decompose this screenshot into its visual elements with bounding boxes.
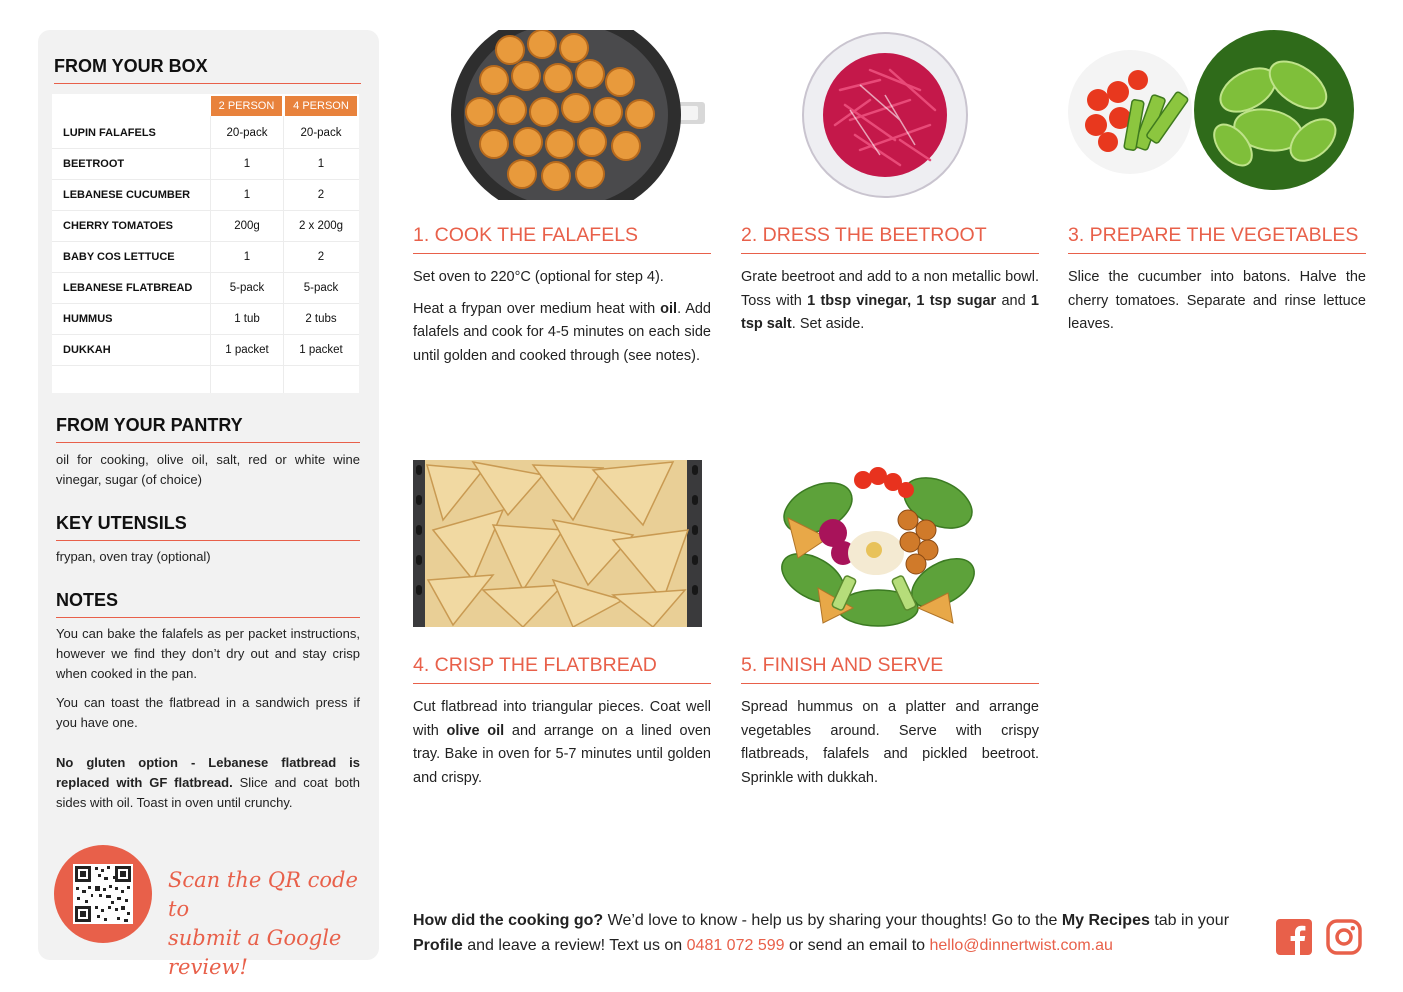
email-link[interactable]: hello@dinnertwist.com.au xyxy=(929,937,1113,954)
col-4-person: 4 PERSON xyxy=(285,96,357,116)
falafel-frypan-photo xyxy=(450,30,705,200)
qr-line-2: submit a Google review! xyxy=(168,926,342,979)
table-row xyxy=(52,180,359,211)
profile-label: Profile xyxy=(413,937,463,954)
pantry-text: oil for cooking, olive oil, salt, red or white wine vinegar, sugar (of choice) xyxy=(56,452,360,487)
instagram-icon[interactable] xyxy=(1326,919,1362,955)
step-2-title: 2. DRESS THE BEETROOT xyxy=(741,224,1039,254)
step-4-body: Cut flatbread into triangular pieces. Coat well with olive oil and arrange on a lined oven tray. Bake in oven for 5-7 minutes until golden and crispy. xyxy=(413,699,711,786)
qty-4-person: 2 xyxy=(317,251,325,263)
step-1-p2: Heat a frypan over medium heat with oil. Add falafels and cook for 4-5 minutes on each side until golden and cooked through (see notes). xyxy=(413,300,711,364)
qty-2-person: 200g xyxy=(234,220,260,232)
finished-platter-photo xyxy=(778,458,980,630)
qty-4-person: 1 xyxy=(317,158,325,170)
ingredient-name: LUPIN FALAFELS xyxy=(63,127,156,139)
notes-p3 xyxy=(56,753,360,813)
qty-4-person: 5-pack xyxy=(303,282,339,294)
step-5-title: 5. FINISH AND SERVE xyxy=(741,654,1039,684)
beetroot-bowl-photo xyxy=(800,30,970,200)
qr-review-text xyxy=(168,866,368,982)
step-1-title: 1. COOK THE FALAFELS xyxy=(413,224,711,254)
qty-4-person: 2 tubs xyxy=(305,313,337,325)
qr-code-icon[interactable] xyxy=(73,864,133,924)
qty-4-person: 2 x 200g xyxy=(298,220,344,232)
vegetables-photo xyxy=(1068,30,1358,195)
ingredient-name: HUMMUS xyxy=(63,313,113,325)
qty-2-person: 1 packet xyxy=(225,344,269,356)
review-footer: How did the cooking go? We’d love to know - help us by sharing your thoughts! Go to the My Recipes tab in your Profile and leave a review! Text us on 0481 072 599 or send an email to hello@dinnertwist.com.au xyxy=(413,912,1230,954)
ingredient-name: BABY COS LETTUCE xyxy=(63,251,175,263)
utensils-text: frypan, oven tray (optional) xyxy=(56,549,211,564)
ingredient-name: BEETROOT xyxy=(63,158,125,170)
table-row xyxy=(52,242,359,273)
table-row xyxy=(52,149,359,180)
step-5-body: Spread hummus on a platter and arrange vegetables around. Serve with crispy flatbreads, falafels and pickled beetroot. Sprinkle with dukkah. xyxy=(741,699,1039,786)
qty-2-person: 1 xyxy=(243,251,251,263)
notes-p2: You can toast the flatbread in a sandwich press if you have one. xyxy=(56,695,360,730)
table-row xyxy=(52,273,359,304)
qty-2-person: 5-pack xyxy=(229,282,265,294)
step-3-title: 3. PREPARE THE VEGETABLES xyxy=(1068,224,1366,254)
col-2-person: 2 PERSON xyxy=(211,96,282,116)
ingredient-name: DUKKAH xyxy=(63,344,111,356)
step-2-body: Grate beetroot and add to a non metallic bowl. Toss with 1 tbsp vinegar, 1 tsp sugar and 1 tsp salt. Set aside. xyxy=(741,269,1039,332)
step-4-title: 4. CRISP THE FLATBREAD xyxy=(413,654,711,684)
gluten-option-bold: No gluten option - Lebanese flatbread is replaced with GF flatbread. xyxy=(56,755,360,790)
step-3-body: Slice the cucumber into batons. Halve the cherry tomatoes. Separate and rinse lettuce leaves. xyxy=(1068,269,1366,332)
utensils-title: KEY UTENSILS xyxy=(56,513,360,541)
ingredient-name: CHERRY TOMATOES xyxy=(63,220,174,232)
qty-4-person: 1 packet xyxy=(299,344,343,356)
gluten-option-rest: Slice and coat both sides with oil. Toast in oven until crunchy. xyxy=(56,775,360,810)
pantry-title: FROM YOUR PANTRY xyxy=(56,415,360,443)
table-row xyxy=(52,211,359,242)
phone-link[interactable]: 0481 072 599 xyxy=(686,937,785,954)
notes-p1: You can bake the falafels as per packet instructions, however we find they don’t dry out and stay crisp when cooked in the pan. xyxy=(56,626,360,681)
facebook-icon[interactable] xyxy=(1276,919,1312,955)
step-1-body xyxy=(413,266,711,376)
qr-line-1: Scan the QR code to xyxy=(168,868,358,921)
qty-2-person: 1 xyxy=(243,189,251,201)
qty-2-person: 1 tub xyxy=(234,313,260,325)
table-row xyxy=(52,118,359,149)
step-1-p1: Set oven to 220°C (optional for step 4). xyxy=(413,269,664,285)
ingredient-name: LEBANESE CUCUMBER xyxy=(63,189,191,201)
ingredients-table xyxy=(52,94,359,393)
table-row xyxy=(52,304,359,335)
notes-title: NOTES xyxy=(56,590,360,618)
flatbread-tray-photo xyxy=(413,460,702,627)
table-row xyxy=(52,335,359,366)
my-recipes-label: My Recipes xyxy=(1061,912,1150,929)
from-your-box-title: FROM YOUR BOX xyxy=(54,56,361,84)
qty-4-person: 20-pack xyxy=(300,127,342,139)
qty-2-person: 1 xyxy=(243,158,251,170)
footer-question: How did the cooking go? xyxy=(413,912,604,929)
ingredient-name: LEBANESE FLATBREAD xyxy=(63,282,193,294)
qty-4-person: 2 xyxy=(317,189,325,201)
qty-2-person: 20-pack xyxy=(226,127,268,139)
